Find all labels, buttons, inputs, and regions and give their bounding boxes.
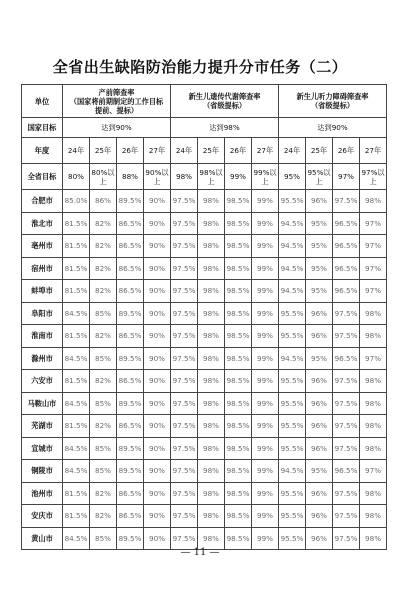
rate-cell: 99% xyxy=(252,437,279,460)
year-cell: 26年 xyxy=(117,138,144,164)
province-target-cell: 90%以上 xyxy=(144,164,171,190)
rate-cell: 98% xyxy=(360,392,387,415)
rate-cell: 95% xyxy=(306,257,333,280)
rate-cell: 96.5% xyxy=(333,235,360,258)
rate-cell: 81.5% xyxy=(63,280,90,303)
rate-cell: 95.5% xyxy=(279,190,306,213)
rate-cell: 95% xyxy=(306,280,333,303)
city-name: 宿州市 xyxy=(22,257,63,280)
prenatal-screening-header xyxy=(63,85,171,118)
province-target-row xyxy=(22,164,387,190)
rate-cell: 86.5% xyxy=(117,280,144,303)
province-target-cell: 95% xyxy=(279,164,306,190)
rate-cell: 94.5% xyxy=(279,257,306,280)
rate-cell: 97.5% xyxy=(171,415,198,438)
rate-cell: 89.5% xyxy=(117,347,144,370)
unit-header: 单位 xyxy=(22,85,63,118)
rate-cell: 95% xyxy=(306,212,333,235)
rate-cell: 98.5% xyxy=(225,212,252,235)
hearing-screening-header xyxy=(279,85,387,118)
city-name: 宣城市 xyxy=(22,437,63,460)
rate-cell: 98.5% xyxy=(225,482,252,505)
rate-cell: 90% xyxy=(144,505,171,528)
province-target-label: 全省目标 xyxy=(22,164,63,190)
rate-cell: 97.5% xyxy=(333,527,360,550)
rate-cell: 98% xyxy=(198,392,225,415)
rate-cell: 82% xyxy=(90,415,117,438)
city-name: 铜陵市 xyxy=(22,460,63,483)
rate-cell: 90% xyxy=(144,257,171,280)
rate-cell: 98.5% xyxy=(225,235,252,258)
rate-cell: 98.5% xyxy=(225,392,252,415)
year-cell: 24年 xyxy=(63,138,90,164)
table-row xyxy=(22,347,387,370)
rate-cell: 98.5% xyxy=(225,280,252,303)
rate-cell: 85% xyxy=(90,460,117,483)
rate-cell: 84.5% xyxy=(63,437,90,460)
rate-cell: 98% xyxy=(360,325,387,348)
year-cell: 24年 xyxy=(171,138,198,164)
rate-cell: 90% xyxy=(144,302,171,325)
rate-cell: 86.5% xyxy=(117,325,144,348)
rate-cell: 98% xyxy=(198,505,225,528)
rate-cell: 86.5% xyxy=(117,415,144,438)
rate-cell: 86% xyxy=(90,190,117,213)
rate-cell: 98% xyxy=(198,370,225,393)
rate-cell: 96% xyxy=(306,527,333,550)
rate-cell: 99% xyxy=(252,347,279,370)
rate-cell: 97.5% xyxy=(171,280,198,303)
rate-cell: 97.5% xyxy=(171,370,198,393)
rate-cell: 82% xyxy=(90,212,117,235)
rate-cell: 95.5% xyxy=(279,527,306,550)
rate-cell: 90% xyxy=(144,437,171,460)
rate-cell: 89.5% xyxy=(117,392,144,415)
year-cell: 26年 xyxy=(225,138,252,164)
group-title: 产前筛查率 xyxy=(98,87,135,97)
rate-cell: 96.5% xyxy=(333,212,360,235)
city-name: 池州市 xyxy=(22,482,63,505)
rate-cell: 99% xyxy=(252,302,279,325)
rate-cell: 86.5% xyxy=(117,370,144,393)
rate-cell: 98% xyxy=(360,190,387,213)
city-name: 亳州市 xyxy=(22,235,63,258)
rate-cell: 98% xyxy=(198,527,225,550)
rate-cell: 95% xyxy=(306,235,333,258)
rate-cell: 85% xyxy=(90,302,117,325)
table-row xyxy=(22,280,387,303)
rate-cell: 98% xyxy=(198,347,225,370)
table-row xyxy=(22,482,387,505)
rate-cell: 98.5% xyxy=(225,302,252,325)
rate-cell: 98% xyxy=(360,505,387,528)
rate-cell: 97.5% xyxy=(171,257,198,280)
year-cell: 25年 xyxy=(198,138,225,164)
rate-cell: 98.5% xyxy=(225,325,252,348)
rate-cell: 97.5% xyxy=(171,437,198,460)
rate-cell: 84.5% xyxy=(63,347,90,370)
rate-cell: 99% xyxy=(252,460,279,483)
rate-cell: 97% xyxy=(360,257,387,280)
city-name: 淮南市 xyxy=(22,325,63,348)
metabolic-screening-header xyxy=(171,85,279,118)
rate-cell: 97.5% xyxy=(171,460,198,483)
rate-cell: 89.5% xyxy=(117,190,144,213)
rate-cell: 98% xyxy=(198,415,225,438)
province-target-cell: 80% xyxy=(63,164,90,190)
rate-cell: 84.5% xyxy=(63,527,90,550)
province-target-cell: 80%以上 xyxy=(90,164,117,190)
rate-cell: 81.5% xyxy=(63,212,90,235)
rate-cell: 82% xyxy=(90,280,117,303)
rate-cell: 95.5% xyxy=(279,302,306,325)
city-name: 马鞍山市 xyxy=(22,392,63,415)
rate-cell: 90% xyxy=(144,392,171,415)
national-target-label: 国家目标 xyxy=(22,118,63,138)
rate-cell: 99% xyxy=(252,190,279,213)
rate-cell: 84.5% xyxy=(63,302,90,325)
rate-cell: 97.5% xyxy=(171,482,198,505)
year-cell: 27年 xyxy=(360,138,387,164)
rate-cell: 98% xyxy=(198,460,225,483)
rate-cell: 97.5% xyxy=(171,505,198,528)
rate-cell: 98% xyxy=(198,235,225,258)
rate-cell: 85% xyxy=(90,437,117,460)
rate-cell: 95.5% xyxy=(279,370,306,393)
rate-cell: 98% xyxy=(360,437,387,460)
rate-cell: 95% xyxy=(306,460,333,483)
rate-cell: 98.5% xyxy=(225,505,252,528)
rate-cell: 97.5% xyxy=(171,325,198,348)
rate-cell: 98% xyxy=(198,257,225,280)
rate-cell: 85.0% xyxy=(63,190,90,213)
rate-cell: 98% xyxy=(198,190,225,213)
rate-cell: 98% xyxy=(360,302,387,325)
group-subtitle: （省级提标） xyxy=(310,101,355,110)
rate-cell: 98% xyxy=(360,482,387,505)
rate-cell: 98.5% xyxy=(225,347,252,370)
rate-cell: 90% xyxy=(144,190,171,213)
province-target-cell: 97%以上 xyxy=(360,164,387,190)
rate-cell: 90% xyxy=(144,235,171,258)
rate-cell: 99% xyxy=(252,212,279,235)
rate-cell: 95.5% xyxy=(279,415,306,438)
rate-cell: 96% xyxy=(306,370,333,393)
rate-cell: 97.5% xyxy=(171,190,198,213)
rate-cell: 95.5% xyxy=(279,325,306,348)
rate-cell: 99% xyxy=(252,280,279,303)
rate-cell: 98.5% xyxy=(225,437,252,460)
rate-cell: 96.5% xyxy=(333,347,360,370)
group-subtitle: 提前、提标） xyxy=(94,105,139,115)
city-name: 滁州市 xyxy=(22,347,63,370)
national-target-cell: 达到90% xyxy=(279,118,387,138)
group-title: 新生儿听力障碍筛查率 xyxy=(296,92,369,101)
rate-cell: 97.5% xyxy=(171,235,198,258)
rate-cell: 96.5% xyxy=(333,280,360,303)
rate-cell: 82% xyxy=(90,505,117,528)
rate-cell: 96% xyxy=(306,392,333,415)
rate-cell: 89.5% xyxy=(117,437,144,460)
rate-cell: 95.5% xyxy=(279,482,306,505)
rate-cell: 86.5% xyxy=(117,482,144,505)
national-target-cell: 达到98% xyxy=(171,118,279,138)
rate-cell: 97% xyxy=(360,347,387,370)
rate-cell: 97.5% xyxy=(333,392,360,415)
year-cell: 25年 xyxy=(306,138,333,164)
rate-cell: 86.5% xyxy=(117,212,144,235)
national-target-row xyxy=(22,118,387,138)
rate-cell: 90% xyxy=(144,347,171,370)
table-row xyxy=(22,212,387,235)
rate-cell: 96% xyxy=(306,325,333,348)
table-row xyxy=(22,437,387,460)
table-row xyxy=(22,505,387,528)
city-name: 芜湖市 xyxy=(22,415,63,438)
rate-cell: 97.5% xyxy=(333,482,360,505)
rate-cell: 99% xyxy=(252,505,279,528)
rate-cell: 98% xyxy=(360,370,387,393)
rate-cell: 97.5% xyxy=(171,302,198,325)
rate-cell: 97.5% xyxy=(333,437,360,460)
rate-cell: 84.5% xyxy=(63,460,90,483)
group-title: 新生儿遗传代谢筛查率 xyxy=(188,92,261,101)
rate-cell: 94.5% xyxy=(279,460,306,483)
rate-cell: 96% xyxy=(306,505,333,528)
rate-cell: 98.5% xyxy=(225,460,252,483)
rate-cell: 98.5% xyxy=(225,190,252,213)
rate-cell: 89.5% xyxy=(117,302,144,325)
province-target-cell: 95%以上 xyxy=(306,164,333,190)
year-cell: 25年 xyxy=(90,138,117,164)
rate-cell: 82% xyxy=(90,370,117,393)
rate-cell: 97.5% xyxy=(171,392,198,415)
province-target-cell: 99% xyxy=(225,164,252,190)
rate-cell: 81.5% xyxy=(63,415,90,438)
table-row xyxy=(22,325,387,348)
group-subtitle: （省级提标） xyxy=(202,101,247,110)
city-name: 淮北市 xyxy=(22,212,63,235)
rate-cell: 98% xyxy=(360,415,387,438)
rate-cell: 85% xyxy=(90,527,117,550)
rate-cell: 97.5% xyxy=(333,325,360,348)
rate-cell: 90% xyxy=(144,325,171,348)
province-target-cell: 97% xyxy=(333,164,360,190)
rate-cell: 94.5% xyxy=(279,212,306,235)
rate-cell: 96% xyxy=(306,302,333,325)
rate-cell: 89.5% xyxy=(117,460,144,483)
province-target-cell: 98% xyxy=(171,164,198,190)
rate-cell: 98.5% xyxy=(225,527,252,550)
province-target-cell: 99%以上 xyxy=(252,164,279,190)
table-body xyxy=(22,85,387,550)
rate-cell: 84.5% xyxy=(63,392,90,415)
rate-cell: 95.5% xyxy=(279,505,306,528)
page-number: — 11 — xyxy=(180,547,220,558)
rate-cell: 99% xyxy=(252,370,279,393)
rate-cell: 97.5% xyxy=(171,212,198,235)
rate-cell: 86.5% xyxy=(117,235,144,258)
table-row xyxy=(22,392,387,415)
rate-cell: 96% xyxy=(306,437,333,460)
rate-cell: 85% xyxy=(90,347,117,370)
rate-cell: 97.5% xyxy=(333,370,360,393)
rate-cell: 94.5% xyxy=(279,235,306,258)
year-cell: 27年 xyxy=(144,138,171,164)
rate-cell: 97.5% xyxy=(333,415,360,438)
rate-cell: 89.5% xyxy=(117,527,144,550)
table-row xyxy=(22,302,387,325)
rate-cell: 96% xyxy=(306,190,333,213)
province-target-cell: 88% xyxy=(117,164,144,190)
rate-cell: 81.5% xyxy=(63,257,90,280)
rate-cell: 82% xyxy=(90,325,117,348)
year-label: 年度 xyxy=(22,138,63,164)
rate-cell: 81.5% xyxy=(63,370,90,393)
rate-cell: 99% xyxy=(252,325,279,348)
rate-cell: 85% xyxy=(90,392,117,415)
rate-cell: 81.5% xyxy=(63,235,90,258)
rate-cell: 98% xyxy=(198,482,225,505)
table-row xyxy=(22,190,387,213)
rate-cell: 99% xyxy=(252,235,279,258)
rate-cell: 99% xyxy=(252,257,279,280)
rate-cell: 82% xyxy=(90,235,117,258)
rate-cell: 82% xyxy=(90,257,117,280)
task-table xyxy=(21,84,387,550)
rate-cell: 98% xyxy=(198,280,225,303)
rate-cell: 99% xyxy=(252,482,279,505)
rate-cell: 90% xyxy=(144,280,171,303)
rate-cell: 97.5% xyxy=(333,302,360,325)
rate-cell: 97.5% xyxy=(333,190,360,213)
city-name: 安庆市 xyxy=(22,505,63,528)
rate-cell: 94.5% xyxy=(279,280,306,303)
table-row xyxy=(22,235,387,258)
rate-cell: 98.5% xyxy=(225,415,252,438)
city-name: 黄山市 xyxy=(22,527,63,550)
rate-cell: 95% xyxy=(306,347,333,370)
rate-cell: 96% xyxy=(306,415,333,438)
rate-cell: 96% xyxy=(306,482,333,505)
rate-cell: 81.5% xyxy=(63,325,90,348)
city-name: 合肥市 xyxy=(22,190,63,213)
rate-cell: 97% xyxy=(360,235,387,258)
table-row xyxy=(22,370,387,393)
rate-cell: 90% xyxy=(144,212,171,235)
year-cell: 26年 xyxy=(333,138,360,164)
national-target-cell: 达到90% xyxy=(63,118,171,138)
rate-cell: 97% xyxy=(360,460,387,483)
rate-cell: 97% xyxy=(360,212,387,235)
rate-cell: 96.5% xyxy=(333,460,360,483)
rate-cell: 98% xyxy=(198,325,225,348)
header-group-row xyxy=(22,85,387,118)
city-name: 蚌埠市 xyxy=(22,280,63,303)
rate-cell: 82% xyxy=(90,482,117,505)
rate-cell: 99% xyxy=(252,415,279,438)
rate-cell: 97.5% xyxy=(333,505,360,528)
table-row xyxy=(22,257,387,280)
year-cell: 24年 xyxy=(279,138,306,164)
rate-cell: 97% xyxy=(360,280,387,303)
rate-cell: 98.5% xyxy=(225,257,252,280)
rate-cell: 98.5% xyxy=(225,370,252,393)
year-cell: 27年 xyxy=(252,138,279,164)
rate-cell: 86.5% xyxy=(117,257,144,280)
rate-cell: 99% xyxy=(252,527,279,550)
province-target-cell: 98%以上 xyxy=(198,164,225,190)
rate-cell: 97.5% xyxy=(171,347,198,370)
rate-cell: 95.5% xyxy=(279,392,306,415)
rate-cell: 81.5% xyxy=(63,482,90,505)
rate-cell: 90% xyxy=(144,415,171,438)
page-title: 全省出生缺陷防治能力提升分市任务（二） xyxy=(52,58,348,76)
rate-cell: 98% xyxy=(198,302,225,325)
rate-cell: 96.5% xyxy=(333,257,360,280)
table-row xyxy=(22,460,387,483)
rate-cell: 86.5% xyxy=(117,505,144,528)
rate-cell: 90% xyxy=(144,482,171,505)
rate-cell: 98% xyxy=(198,437,225,460)
rate-cell: 94.5% xyxy=(279,347,306,370)
rate-cell: 90% xyxy=(144,370,171,393)
year-row xyxy=(22,138,387,164)
rate-cell: 81.5% xyxy=(63,505,90,528)
group-subtitle: （国家将前期制定的工作目标 xyxy=(69,96,164,106)
rate-cell: 97.5% xyxy=(171,527,198,550)
city-name: 阜阳市 xyxy=(22,302,63,325)
rate-cell: 90% xyxy=(144,527,171,550)
rate-cell: 99% xyxy=(252,392,279,415)
rate-cell: 90% xyxy=(144,460,171,483)
rate-cell: 95.5% xyxy=(279,437,306,460)
rate-cell: 98% xyxy=(360,527,387,550)
rate-cell: 98% xyxy=(198,212,225,235)
city-name: 六安市 xyxy=(22,370,63,393)
table-row xyxy=(22,415,387,438)
